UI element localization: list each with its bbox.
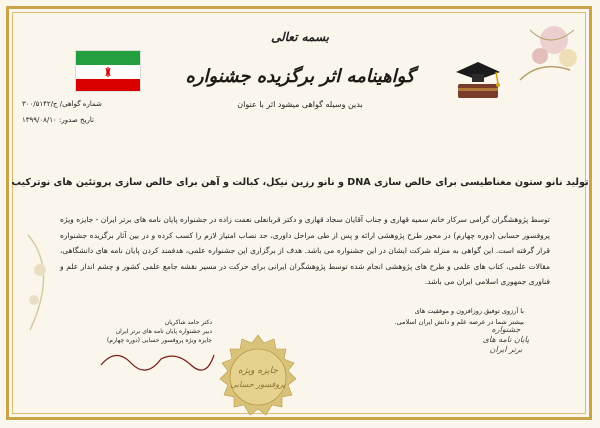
issue-date: تاریخ صدور: ۱۳۹۹/۰۸/۱۰ [22, 116, 94, 124]
certificate-number: شماره گواهی/ ج/۳۰۰/۵۱۴۲ [22, 100, 102, 108]
festival-stamp [470, 325, 542, 355]
intro-line: بدین وسیله گواهی میشود اثر با عنوان [237, 100, 363, 109]
closing-wish: با آرزوی توفیق روزافزون و موفقیت های [414, 307, 524, 315]
basmala-heading: بسمه تعالی [270, 30, 330, 44]
certificate-body-text: توسط پژوهشگران گرامی سرکار خانم سمیه قهاری و جناب آقایان سجاد قهاری و دکتر قربانعلی نعمت زاده در جشنواره پایان نامه های برتر ایران - جایزه ویژه پروفسور حسابی (دوره چهارم) در محور طرح پژوهشی ارائه و پس از طی مراحل داوری، حد نصاب امتیاز لازم را کسب کرده و در بین آثار برگزیده جشنواره قرار گرفته است. این گواهی به منزله شرکت ایشان در این جشنواره می باشد. هدف از برگزاری این جشنواره علمی، هدفمند کردن پایان نامه های دانشگاهی، مقالات علمی، کتاب های علمی و طرح های پژوهشی انجام شده توسط پژوهشگران ایرانی برای حرکت در مسیر نقشه جامع علمی کشور و چشم انداز علم و فناوری جمهوری اسلامی ایران می باشد. [60, 215, 550, 286]
closing-line: بیشتر شما در عرصه علم و دانش ایران اسلامی. [394, 318, 524, 326]
signatory-name: دکتر حامد شاکریان [164, 319, 212, 326]
iran-flag [75, 50, 141, 92]
seal-text-top: جایزه ویژه [238, 366, 278, 376]
handwritten-signature [96, 345, 216, 375]
signatory-role: دبیر جشنواره پایان نامه های برتر ایران [115, 328, 212, 335]
flag-emblem-icon [76, 65, 140, 79]
signatory-festival: جایزه ویژه پروفسور حسابی (دوره چهارم) [106, 337, 212, 344]
signature-block [92, 318, 212, 345]
certificate-title: گواهینامه اثر برگزیده جشنواره [185, 66, 415, 87]
stamp-line-1: جشنواره [491, 325, 521, 334]
gold-seal [208, 333, 308, 421]
seal-text-bottom: پروفسور حسابی [230, 380, 286, 389]
work-title: تولید نانو ستون مغناطیسی برای خالص سازی DNA و نانو رزین نیکل، کبالت و آهن برای خالص سازی پروتئین های نوترکیب [11, 177, 589, 188]
stamp-line-2: پایان نامه های [482, 335, 530, 344]
stamp-line-3: برتر ایران [489, 345, 523, 354]
